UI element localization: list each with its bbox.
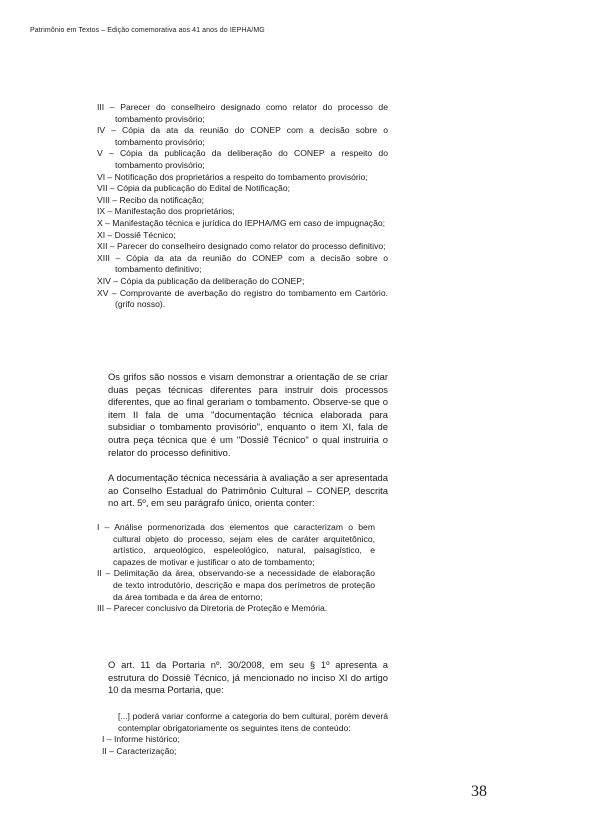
body-paragraph: A documentação técnica necessária à avaliação a ser apresentada ao Conselho Estadual do Patrimônio Cultural – CONEP, descrita no art. 5º, em seu parágrafo único, orienta conter: [108, 472, 388, 509]
list-item: XIV – Cópia da publicação da deliberação do CONEP; [97, 275, 305, 286]
list-item: XI – Dossiê Técnico; [97, 229, 176, 240]
list-item: I – Informe histórico; [102, 734, 180, 745]
list-item: V – Cópia da publicação da deliberação do CONEP a respeito do tombamento provisório; [97, 148, 388, 170]
list-item: XV – Comprovante de averbação do registro do tombamento em Cartório. (grifo nosso). [97, 287, 388, 310]
list-item: III – Parecer conclusivo da Diretoria de Proteção e Memória. [97, 603, 328, 614]
body-paragraph: Os grifos são nossos e visam demonstrar a orientação de se criar duas peças técnicas diferentes para instruir dois processos diferentes, que ao final gerariam o tombamento. Observe-se que o item II fala de uma "documentação técnica elaborada para subsidiar o tombamento provisório", enquanto o item XI, fala de outra peça técnica que é um "Dossiê Técnico" o qual instruiria o relator do processo definitivo. [108, 371, 388, 458]
list-item: VIII – Recibo da notificação; [97, 194, 205, 205]
list-item: VII – Cópia da publicação do Edital de Notificação; [97, 183, 291, 194]
page-number: 38 [471, 783, 487, 800]
technical-documentation-list [97, 522, 375, 615]
list-item: X – Manifestação técnica e jurídica do IEPHA/MG em caso de impugnação; [97, 217, 386, 228]
list-item: IX – Manifestação dos proprietários; [97, 206, 235, 217]
body-paragraph: O art. 11 da Portaria nº. 30/2008, em seu § 1º apresenta a estrutura do Dossiê Técnico, já mencionado no inciso XI do artigo 10 da mesma Portaria, que: [108, 659, 388, 696]
running-header: Patrimônio em Textos – Edição comemorativa aos 41 anos do IEPHA/MG [30, 27, 265, 34]
tombamento-documents-list [97, 102, 388, 311]
block-quote [102, 711, 388, 757]
list-item: XII – Parecer do conselheiro designado como relator do processo definitivo; [97, 241, 386, 252]
list-item: XIII – Cópia da ata da reunião do CONEP com a decisão sobre o tombamento definitivo; [97, 252, 388, 275]
list-item: II – Caracterização; [102, 745, 177, 756]
list-item: I – Análise pormenorizada dos elementos que caracterizam o bem cultural objeto do processo, sejam eles de caráter arquitetônico, artístico, arqueológico, espeleológico, natural, paisagístico, e capazes de motivar e justificar o ato de tombamento; [97, 522, 375, 567]
list-item: IV – Cópia da ata da reunião do CONEP com a decisão sobre o tombamento provisório; [97, 125, 388, 147]
list-item: II – Delimitação da área, observando-se a necessidade de elaboração de texto introdutório, descrição e mapa dos perímetros de proteção da área tombada e da área de entorno; [97, 568, 375, 602]
list-item: VI – Notificação dos proprietários a respeito do tombamento provisório; [97, 171, 368, 182]
list-item: III – Parecer do conselheiro designado como relator do processo de tombamento provisório; [97, 102, 388, 124]
quote-text: [...] poderá variar conforme a categoria do bem cultural, porém deverá contemplar obrigatoriamente os seguintes itens de conteúdo: [118, 711, 388, 733]
